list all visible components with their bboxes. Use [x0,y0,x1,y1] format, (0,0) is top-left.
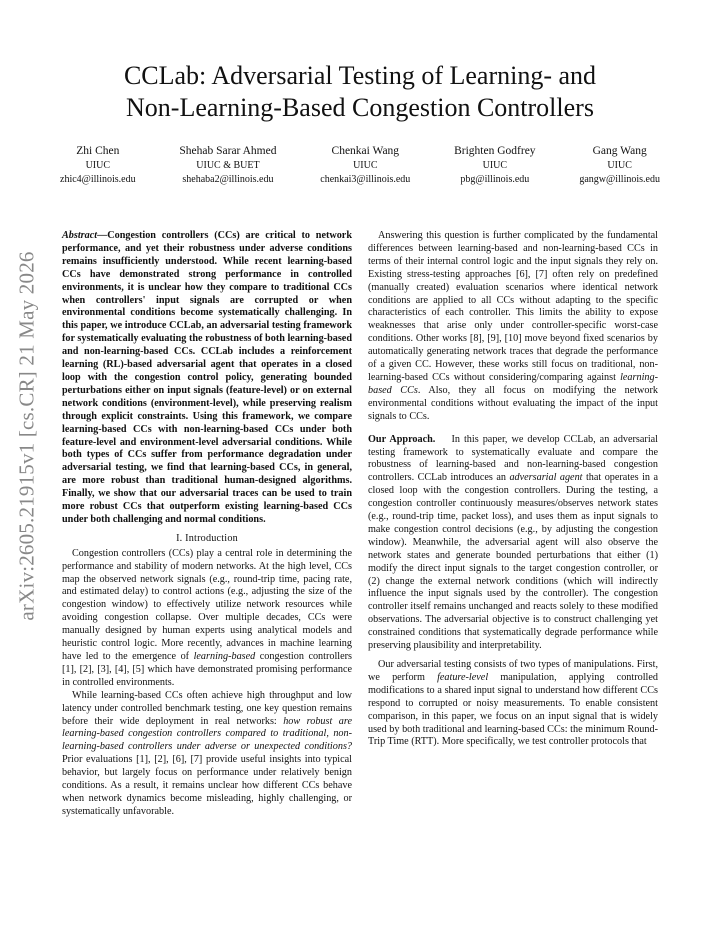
right-column [368,230,658,749]
author-email: shehaba2@illinois.edu [182,174,274,185]
author-block [454,144,535,188]
text-run: that operates in a closed loop with the congestion controllers. During the testing, a congestion controller continuously measures/observes network states (e.g., round-trip time, packet loss), and uses them as input signals to make congestion control decisions (e.g., by adjusting the congestion window). Meanwhile, the adversarial agent will also observe the network states and generate bounded perturbations that either (1) modify the direct input signals to the target congestion controller, or (2) change the external network conditions (which will indirectly influence the input signals used by the controller). The congestion controller itself remains unchanged and reacts solely to these modified observations. The adversarial objective is to construct challenging yet constrained conditions that systematically degrade performance while preserving plausibility and interpretability. [368,472,659,652]
emphasis: how robust are learning-based congestion controllers compared to traditional, non-learning-based controllers under adverse or unexpected conditions? [62,715,352,753]
emphasis: learning-based CCs [368,371,658,396]
intro-paragraph-1 [62,548,352,690]
abstract-label: Abstract [62,230,98,241]
author-affiliation: UIUC [482,159,508,171]
author-block [179,144,276,188]
author-block [60,144,136,188]
author-name: Chenkai Wang [331,145,400,157]
author-name: Gang Wang [592,145,647,157]
text-run: While learning-based CCs often achieve high throughput and low latency under controlled benchmark testing, one key question remains before their wide deployment in real networks: [62,689,352,727]
paper-title-line-1: CCLab: Adversarial Testing of Learning- and [123,61,597,90]
body-paragraph [368,659,658,749]
author-list [60,144,660,188]
emphasis: feature-level [437,671,489,683]
abstract [62,230,352,527]
author-email: zhic4@illinois.edu [60,174,136,185]
text-run: Our adversarial testing consists of two types of manipulations. First, we perform [368,659,658,683]
author-block [320,144,410,188]
emphasis: adversarial agent [509,472,583,484]
paragraph-run-in-heading: Our Approach. [368,433,436,445]
text-run: Congestion controllers (CCs) play a central role in determining the performance and stability of modern networks. At the high level, CCs map the observed network signals (e.g., round-trip time, pacing rate, and estimated delay) to control actions (e.g., adjusting the size of the congestion window) to effectively utilize network resources while avoiding congestion collapse. Over multiple decades, CCs were manually designed by human experts using analytical models and heuristic control logic. More recently, advances in machine learning have led to the emergence of [62,547,352,662]
author-email: pbg@illinois.edu [460,174,530,185]
text-run: . Also, they all focus on modifying the network environmental conditions without evaluating the impact of the input signals to CCs. [368,384,658,422]
our-approach-paragraph [368,434,658,653]
author-name: Zhi Chen [76,145,120,157]
author-email: chenkai3@illinois.edu [320,174,411,185]
emphasis: learning-based [193,651,256,662]
author-block [579,144,660,188]
text-run: Answering this question is further complicated by the fundamental differences between learning-based and non-learning-based CCs in terms of their internal control logic and the input signals they rely on. Existing stress-testing approaches [6], [7] often rely on predefined (manually created) evaluation scenarios where identical network conditions are applied to all CCs without adapting to the specific characteristics of each controller. This limits the ability to expose weaknesses that arise only under controller-specific worst-case conditions. Other works [8], [9], [10] move beyond fixed scenarios by automatically generating network traces that degrade the performance of a given CC. However, these works still focus on traditional, non-learning-based CCs without considering/comparing against [368,230,658,383]
text-run: congestion controllers [1], [2], [3], [4], [5] which have demonstrated promising performance in controlled environments. [62,651,353,688]
arxiv-side-stamp [8,216,46,656]
abstract-text: —Congestion controllers (CCs) are critical to network performance, and yet their robustness under adverse conditions remains insufficiently understood. While recent learning-based CCs have demonstrated strong performance in controlled environments, it is unclear how they compare to traditional CCs when controllers' input signals are corrupted or when environmental conditions become systematically challenging. In this paper, we introduce CCLab, an adversarial testing framework for systematically evaluating the robustness of both learning-based and non-learning-based CCs. CCLab includes a reinforcement learning (RL)-based adversarial agent that operates in a closed loop with the congestion control policy, generating bounded perturbations either on input signals (feature-level) or on external network conditions (environment-level), while preserving realism through explicit constraints. Using this framework, we compare learning-based CCs with non-learning-based CCs under both feature-level and environment-level adversarial conditions. While both types of CCs suffer from performance degradation under adversarial testing, we find that learning-based CCs, in general, are more robust than traditional human-designed algorithms. Finally, we show that our adversarial traces can be used to train more robust CCs that outperform existing learning-based CCs under both challenging and normal conditions. [62,230,352,525]
intro-paragraph-2 [62,690,352,819]
text-run: In this paper, we develop CCLab, an adversarial testing framework to systematically evaluate and compare the robustness of learning-based and non-learning-based congestion controllers. CCLab introduces an [368,433,658,484]
author-affiliation: UIUC & BUET [196,159,260,171]
section-heading-introduction: I. Introduction [176,532,238,544]
author-name: Shehab Sarar Ahmed [179,145,277,157]
author-affiliation: UIUC [85,159,111,171]
text-run: manipulation, applying controlled modifications to a shared input signal to understand how different CCs respond to corrupted or noisy measurements. To enable consistent comparison, in this paper, we focus on an input signal that is widely used by both traditional and learning-based CCs: the minimum Round-Trip Time (RTT). More specifically, we test controller protocols that [368,671,658,748]
arxiv-identifier: arXiv:2605.21915v1 [cs.CR] 21 May 2026 [14,251,39,621]
author-affiliation: UIUC [353,159,378,171]
body-paragraph [368,230,658,424]
author-name: Brighten Godfrey [454,145,536,157]
author-affiliation: UIUC [607,159,632,171]
author-email: gangw@illinois.edu [579,174,660,185]
text-run: Prior evaluations [1], [2], [6], [7] provide useful insights into typical behavior, but largely focus on performance under relatively benign conditions. As a result, it remains unclear how different CCs behave when network dynamics become misleading, highly challenging, or systematically unfavorable. [62,754,352,817]
paper-title-line-2: Non-Learning-Based Congestion Controllers [126,93,594,122]
left-column [62,230,352,819]
